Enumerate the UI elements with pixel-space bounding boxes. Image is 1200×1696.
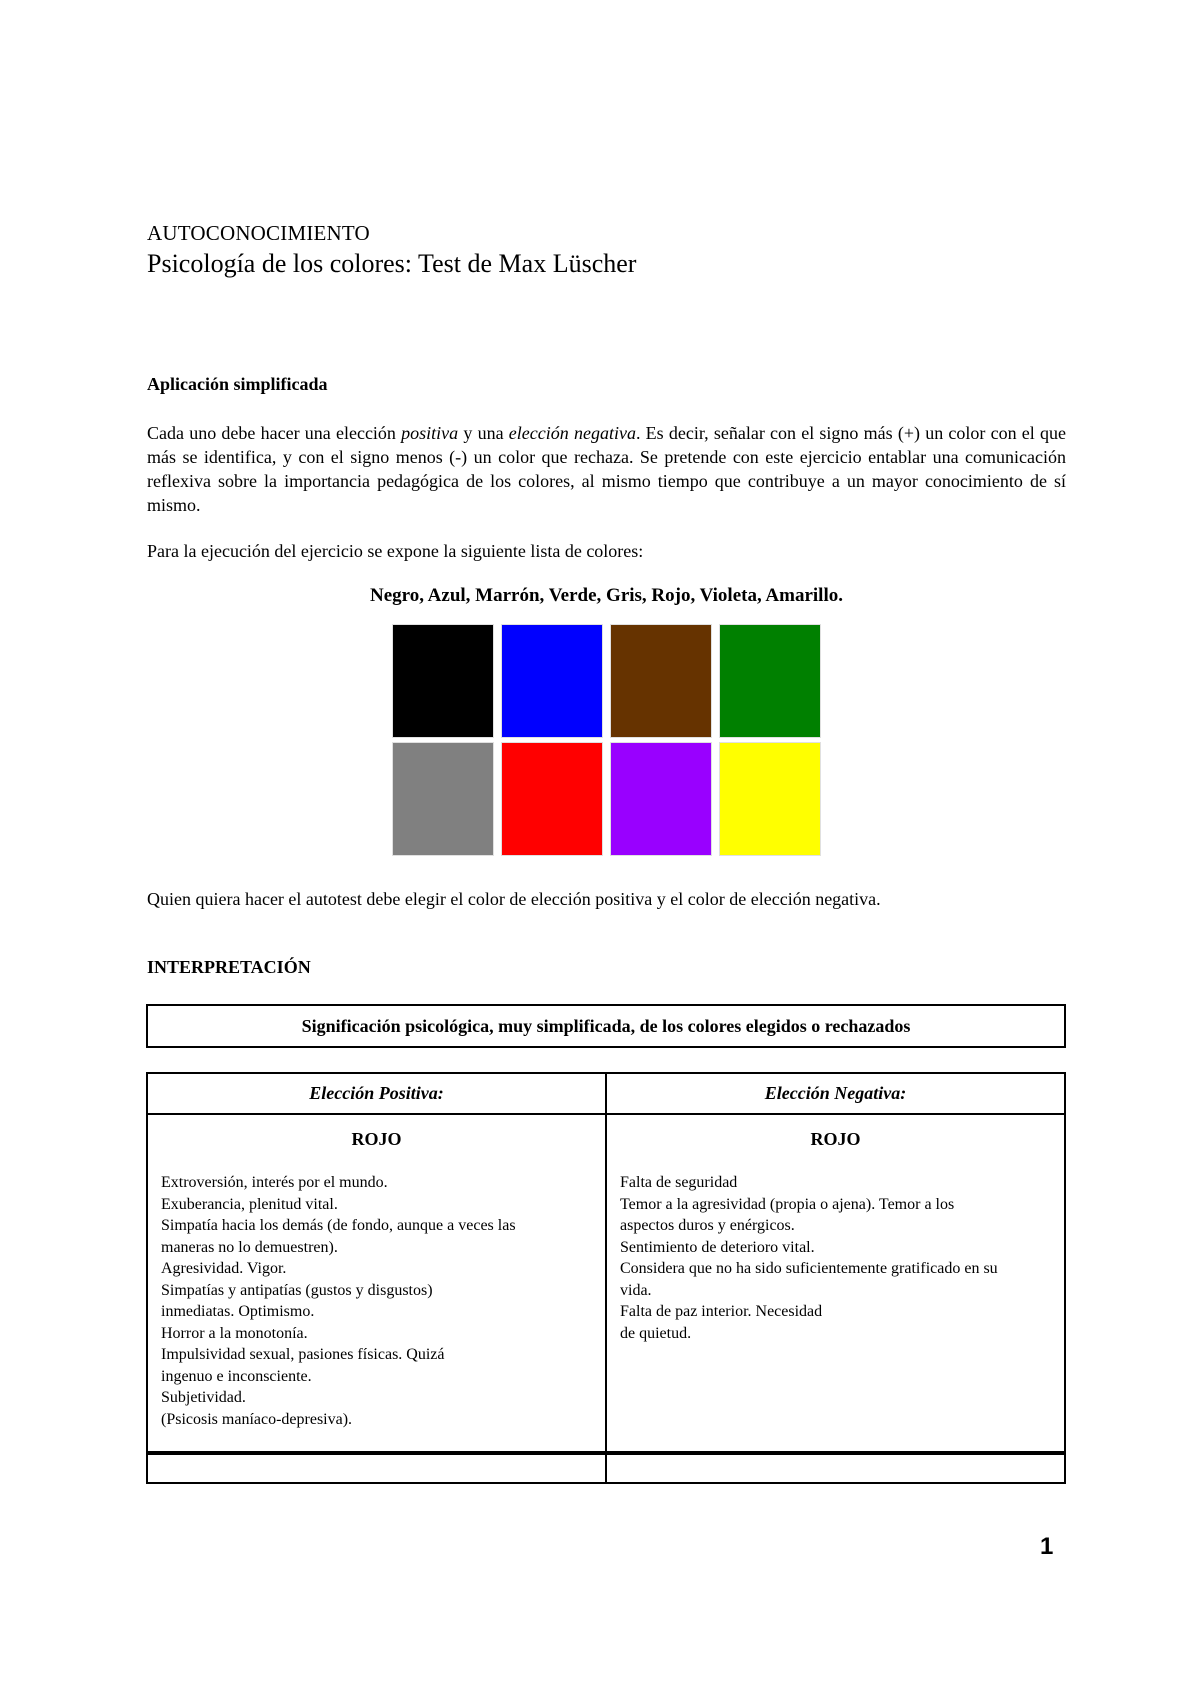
footer-divider — [148, 1451, 1064, 1455]
swatch-violeta — [611, 743, 711, 855]
para1-text-2: y una — [458, 423, 509, 443]
swatch-rojo — [502, 743, 602, 855]
positive-description-line: maneras no lo demuestren). — [161, 1238, 338, 1256]
positive-description-line: Impulsividad sexual, pasiones físicas. Quizá — [161, 1346, 445, 1363]
subheading-aplicacion: Aplicación simplificada — [147, 374, 328, 394]
negative-column-header: Elección Negativa: — [764, 1083, 907, 1103]
instructions-paragraph — [147, 421, 1066, 517]
negative-description-line: Sentimiento de deterioro vital. — [620, 1238, 815, 1256]
negative-description-line: Considera que no ha sido suficientemente gratificado en su — [620, 1260, 998, 1277]
header-divider — [148, 1113, 1064, 1115]
swatch-marron — [611, 625, 711, 737]
positive-description-line: Simpatía hacia los demás (de fondo, aunque a veces las — [161, 1217, 516, 1234]
negative-description-line: Falta de seguridad — [620, 1174, 738, 1191]
positive-color-name: ROJO — [351, 1129, 402, 1149]
negative-description-line: vida. — [620, 1281, 652, 1299]
positive-description-line: Horror a la monotonía. — [161, 1324, 308, 1342]
para1-italic-positiva: positiva — [401, 423, 459, 443]
negative-description-line: Falta de paz interior. Necesidad — [620, 1303, 823, 1320]
interpretation-table — [146, 1072, 1066, 1484]
significance-title-box — [146, 1004, 1066, 1048]
positive-description-line: Simpatías y antipatías (gustos y disgustos) — [161, 1281, 433, 1299]
significance-title: Significación psicológica, muy simplificada, de los colores elegidos o rechazados — [301, 1015, 911, 1036]
negative-description-line: de quietud. — [620, 1324, 692, 1342]
positive-description-line: Exuberancia, plenitud vital. — [161, 1195, 338, 1213]
color-swatch-grid — [390, 622, 822, 852]
positive-description-line: ingenuo e inconsciente. — [161, 1367, 312, 1385]
page-number: 1 — [1040, 1533, 1054, 1560]
swatch-azul — [502, 625, 602, 737]
negative-color-name: ROJO — [810, 1129, 861, 1149]
positive-description-line: Extroversión, interés por el mundo. — [161, 1174, 388, 1191]
swatch-amarillo — [720, 743, 820, 855]
positive-description — [161, 1172, 516, 1430]
para1-text-1: Cada uno debe hacer una elección — [147, 423, 402, 443]
swatch-negro — [393, 625, 493, 737]
page-title: Psicología de los colores: Test de Max Lüscher — [147, 249, 637, 278]
autotest-paragraph: Quien quiera hacer el autotest debe elegir el color de elección positiva y el color de elección negativa. — [147, 889, 881, 909]
swatch-verde — [720, 625, 820, 737]
negative-description-line: aspectos duros y enérgicos. — [620, 1217, 795, 1234]
positive-description-line: (Psicosis maníaco-depresiva). — [161, 1410, 353, 1428]
positive-column-header: Elección Positiva: — [309, 1083, 444, 1103]
negative-description — [620, 1172, 998, 1344]
positive-description-line: inmediatas. Optimismo. — [161, 1303, 315, 1320]
interpretation-heading: INTERPRETACIÓN — [147, 957, 311, 977]
negative-description-line: Temor a la agresividad (propia o ajena). Temor a los — [620, 1195, 955, 1213]
positive-description-line: Agresividad. Vigor. — [161, 1260, 287, 1277]
para1-italic-negativa: elección negativa — [508, 423, 636, 443]
para1-text-3: . Es decir, señalar con el signo más (+) un color con el que más se identifica, y con el signo menos (-) un color que rechaza. Se pretende con este ejercicio entablar una comunicación reflexiva sobre la importancia pedagógica de los colores, al mismo tiempo que contribuye a un mayor conocimiento de sí mismo. — [147, 423, 1067, 515]
section-kicker: AUTOCONOCIMIENTO — [147, 221, 370, 245]
color-list: Negro, Azul, Marrón, Verde, Gris, Rojo, Violeta, Amarillo. — [369, 585, 843, 606]
positive-description-line: Subjetividad. — [161, 1389, 246, 1406]
list-intro-paragraph: Para la ejecución del ejercicio se expone la siguiente lista de colores: — [147, 541, 644, 561]
swatch-gris — [393, 743, 493, 855]
